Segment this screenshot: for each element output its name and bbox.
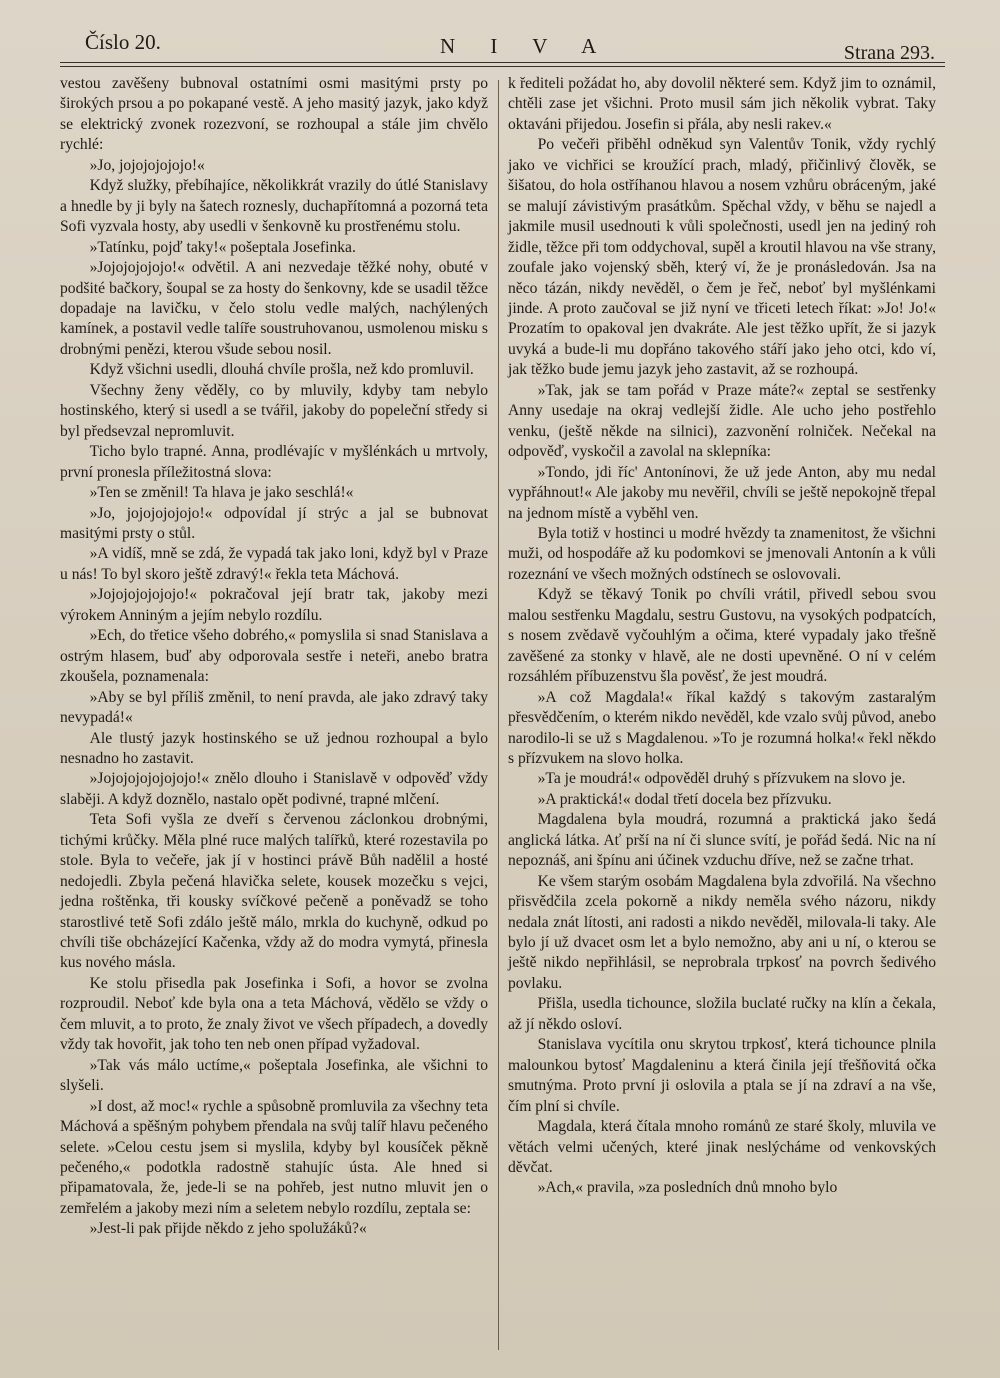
page-number: Strana 293. [843, 42, 935, 64]
paragraph: »I dost, až moc!« rychle a spůsobně promluvila za všechny teta Máchová a spěšným pohybem přendala na svůj talíř hlavu pečeného selete. »Celou cestu jsem si myslila, kdyby byl kousíček pěkně pečeného,« podotkla radostně stahujíc ústa. Ale hned si připamatovala, že, jede-li se na pohřeb, jest nutno mluvit jen o zemřelém a jakoby mezi ním a seletem nebylo rozdílu, zeptala se: [60, 1097, 488, 1217]
paragraph: »Ta je moudrá!« odpověděl druhý s přízvukem na slovo je. [537, 770, 906, 788]
paragraph: »Jo, jojojojojojo!« odpovídal jí strýc a jal se bubnovat masitými prsty o stůl. [60, 504, 488, 542]
paragraph: »Ach,« pravila, »za posledních dnů mnoho bylo [537, 1179, 838, 1197]
paragraph: »A praktická!« dodal třetí docela bez přízvuku. [537, 790, 832, 808]
header-rule [60, 66, 945, 67]
paragraph: Byla totiž v hostinci u modré hvězdy ta znamenitost, že všichni muži, od hospodáře až ku podomkovi se jmenovali Antonín a k vůli rozeznání ve všech možných odstínech se oslovovali. [508, 524, 936, 583]
paragraph: »Jojojojojojojojo!« znělo dlouho i Stanislavě v odpověď vždy slaběji. A když doznělo, nastalo opět podivné, trapné mlčení. [60, 770, 488, 808]
paragraph: Po večeři přiběhl odněkud syn Valentův Tonik, vždy rychlý jako ve vichřici se kroužící prach, mladý, přičinlivý člověk, se šišatou, do hola ostříhanou hlavou a nosem vzhůru obráceným, jaké se malují závistivým prasátkům. Spěchal vždy, v běhu se najedl a jakmile musil usednouti k vůli společnosti, usedl jen na jediný roh židle, těžce při tom oddychoval, supěl a kroutil hlavou na vše strany, zoufale jako vojenský sběh, který ví, že je pronásledován. Jsa na něco tázán, nikdy nevěděl, o čem je řeč, neboť byl myšlénkami jinde. A proto zaučoval se již nyní ve třiceti letech říkat: »Jo! Jo!« Prozatím to opakoval jen dvakráte. Ale jest těžko upřít, že si jazyk uvyká a bude-li mu dopřáno takového stáří jako jeho otci, kdo ví, jak těžko bude jemu jazyk jeho zastavit, až se rozhoupá. [508, 136, 936, 379]
paragraph: »Ech, do třetice všeho dobrého,« pomyslila si snad Stanislava a ostrým hlasem, buď aby odporovala sestře i neteři, anebo bratra zkoušela, poznamenala: [60, 627, 488, 686]
paragraph: Ke stolu přisedla pak Josefinka i Sofi, a hovor se zvolna rozproudil. Neboť kde byla ona a teta Máchová, vědělo se vždy o čem mluvit, a to proto, že znaly život ve všech případech, a dovedly vždy tak hovořit, jak toho ten neb onen případ vyžadoval. [60, 974, 488, 1054]
paragraph: Když se těkavý Tonik po chvíli vrátil, přivedl sebou svou malou sestřenku Magdalu, sestru Gustovu, na vysokých podpatcích, s nosem zvědavě vyčouhlým a očima, které vypadaly jako třešně zavěšené za stonky v hlavě, ale ne dosti upevněné. O ní v celém rozsáhlém příbuzenstvu šla pověsť, že jest moudrá. [508, 586, 936, 686]
header-rule [60, 62, 945, 63]
paragraph: Když služky, přebíhajíce, několikkrát vrazily do útlé Stanislavy a hnedle by ji byly na šatech roznesly, duchapřítomná a pozorná teta Sofi vyzvala hosty, aby usedli v šenkovně ku prostřenému stolu. [60, 177, 488, 236]
paragraph: »Tak vás málo uctíme,« pošeptala Josefinka, ale všichni to slyšeli. [60, 1056, 488, 1095]
paragraph: »Tatínku, pojď taky!« pošeptala Josefinka. [89, 238, 356, 256]
paragraph: »Jojojojojojojo!« pokračoval její bratr tak, jakoby mezi výrokem Anniným a jejím nebylo rozdílu. [60, 586, 488, 624]
paragraph: »Ten se změnil! Ta hlava je jako seschlá!« [89, 484, 354, 502]
paragraph: »Tak, jak se tam pořád v Praze máte?« zeptal se sestřenky Anny usedaje na okraj vedlejší židle. Ale ucho jeho postřehlo venku, (ještě někde na silnici), zazvonění rolniček. Nečekal na odpověď, vyskočil a zavolal na sklepníka: [508, 381, 936, 461]
paragraph: »Jo, jojojojojojo!« [89, 156, 205, 174]
paragraph: Ale tlustý jazyk hostinského se už jednou rozhoupal a bylo nesnadno ho zastavit. [60, 729, 488, 767]
paragraph: Když všichni usedli, dlouhá chvíle prošla, než kdo promluvil. [89, 361, 474, 379]
paragraph: »Jest-li pak přijde někdo z jeho spolužáků?« [89, 1220, 367, 1238]
paragraph: Teta Sofi vyšla ze dveří s červenou záclonkou drobnými, tichými krůčky. Měla plné ruce malých talířků, které rozestavila po stole. Byla to večeře, jak jí v hostinci právě Bůh nadělil a hosté nedojedli. Zbyla pečená hlavička selete, kousek mozečku s vejci, jedna roštěnka, tři kousky svíčkové pečeně a poněvadž se toho starostlivé tetě Sofi zdálo ještě málo, mrkla do kuchyně, odkud po chvíli tiše obcházející Kačenka, vždy až do modra vymytá, přinesla kus nového másla. [60, 811, 488, 972]
paragraph: »A což Magdala!« říkal každý s takovým zastaralým přesvědčením, o kterém nikdo nevěděl, kde vzalo svůj původ, anebo narodilo-li se už s Magdalenou. »To je rozumná holka!« řekl někdo s přízvukem na slovo holka. [508, 688, 936, 767]
paragraph: Přišla, usedla tichounce, složila buclaté ručky na klín a čekala, až jí někdo osloví. [508, 995, 936, 1033]
right-column [508, 74, 936, 1199]
paragraph: Ticho bylo trapné. Anna, prodlévajíc v myšlénkách u mrtvoly, první pronesla příležitostná slova: [60, 443, 488, 481]
paragraph: »Jojojojojojo!« odvětil. A ani nezvedaje těžké nohy, obuté v podšité bačkory, šoupal se za hosty do šenkovny, kde se usadil těžce dopadaje na lavičku, v čelo stolu vedle malých, nachýlených kamínek, a postavil vedle talíře soustruhovanou, usmolenou misku s drobnými penězi, kterou všude sebou nosil. [60, 259, 488, 358]
paragraph: Ke všem starým osobám Magdalena byla zdvořilá. Na všechno přisvědčila zcela pokorně a nikdy neměla svého názoru, nikdy nedala znát lítosti, ani radosti a nikdo nevěděl, milovala-li taky. Ale bylo jí už dvacet osm let a bylo nemožno, aby ani u ní, o kterou se ještě nikdo nepřihlásil, se neprobrala trpkosť na povrch šedivého povlaku. [508, 872, 936, 992]
issue-number: Číslo 20. [85, 30, 161, 54]
paragraph: Stanislava vycítila onu skrytou trpkosť, která tichounce plnila malounkou bytosť Magdaleninu a která činila její třešňovitá očka smutnýma. Proto první ji oslovila a ptala se jí na zdraví a na vše, čím plní si chvíle. [508, 1036, 936, 1115]
page-header [0, 22, 1000, 66]
left-column [60, 74, 488, 1240]
paragraph: »Aby se byl příliš změnil, to není pravda, ale jako zdravý taky nevypadá!« [60, 688, 488, 727]
paragraph: Magdalena byla moudrá, rozumná a praktická jako šedá anglická látka. Ať prší na ní či slunce svítí, je pořád šedá. Nic na ní nepoznáš, ani špínu ani účinek vzduchu dříve, než se začne trhat. [508, 811, 936, 870]
paragraph: Všechny ženy věděly, co by mluvily, kdyby tam nebylo hostinského, který si usedl a se tvářil, jakoby do popeleční středy si byl předsevzal nepromluvit. [60, 381, 488, 440]
paragraph: »Tondo, jdi říc' Antonínovi, že už jede Anton, aby mu nedal vypřáhnout!« Ale jakoby mu nevěřil, chvíli se ještě nepokojně třepal na jednom místě a vyběhl ven. [508, 463, 936, 522]
magazine-title: N I V A [440, 34, 612, 58]
paragraph: Magdala, která čítala mnoho románů ze staré školy, mluvila ve větách velmi učených, které jinak neslýcháme od venkovských děvčat. [508, 1118, 936, 1177]
paragraph: k řediteli požádat ho, aby dovolil některé sem. Když jim to oznámil, chtěli zase jet všichni. Proto musil sám jich několik vybrat. Taky oktaváni přijedou. Josefin si přála, aby nesli rakev.« [508, 75, 936, 133]
column-divider [498, 80, 499, 1350]
paragraph: »A vidíš, mně se zdá, že vypadá tak jako loni, když byl v Praze u nás! To byl skoro ještě zdravý!« řekla teta Máchová. [60, 545, 488, 583]
paragraph: vestou zavěšeny bubnoval ostatními osmi masitými prsty po širokých prsou a po pokapané vestě. A jeho masitý jazyk, jako když se elektrický zvonek rozezvoní, se rozhoupal a stále jim chvělo rychlé: [60, 75, 488, 154]
